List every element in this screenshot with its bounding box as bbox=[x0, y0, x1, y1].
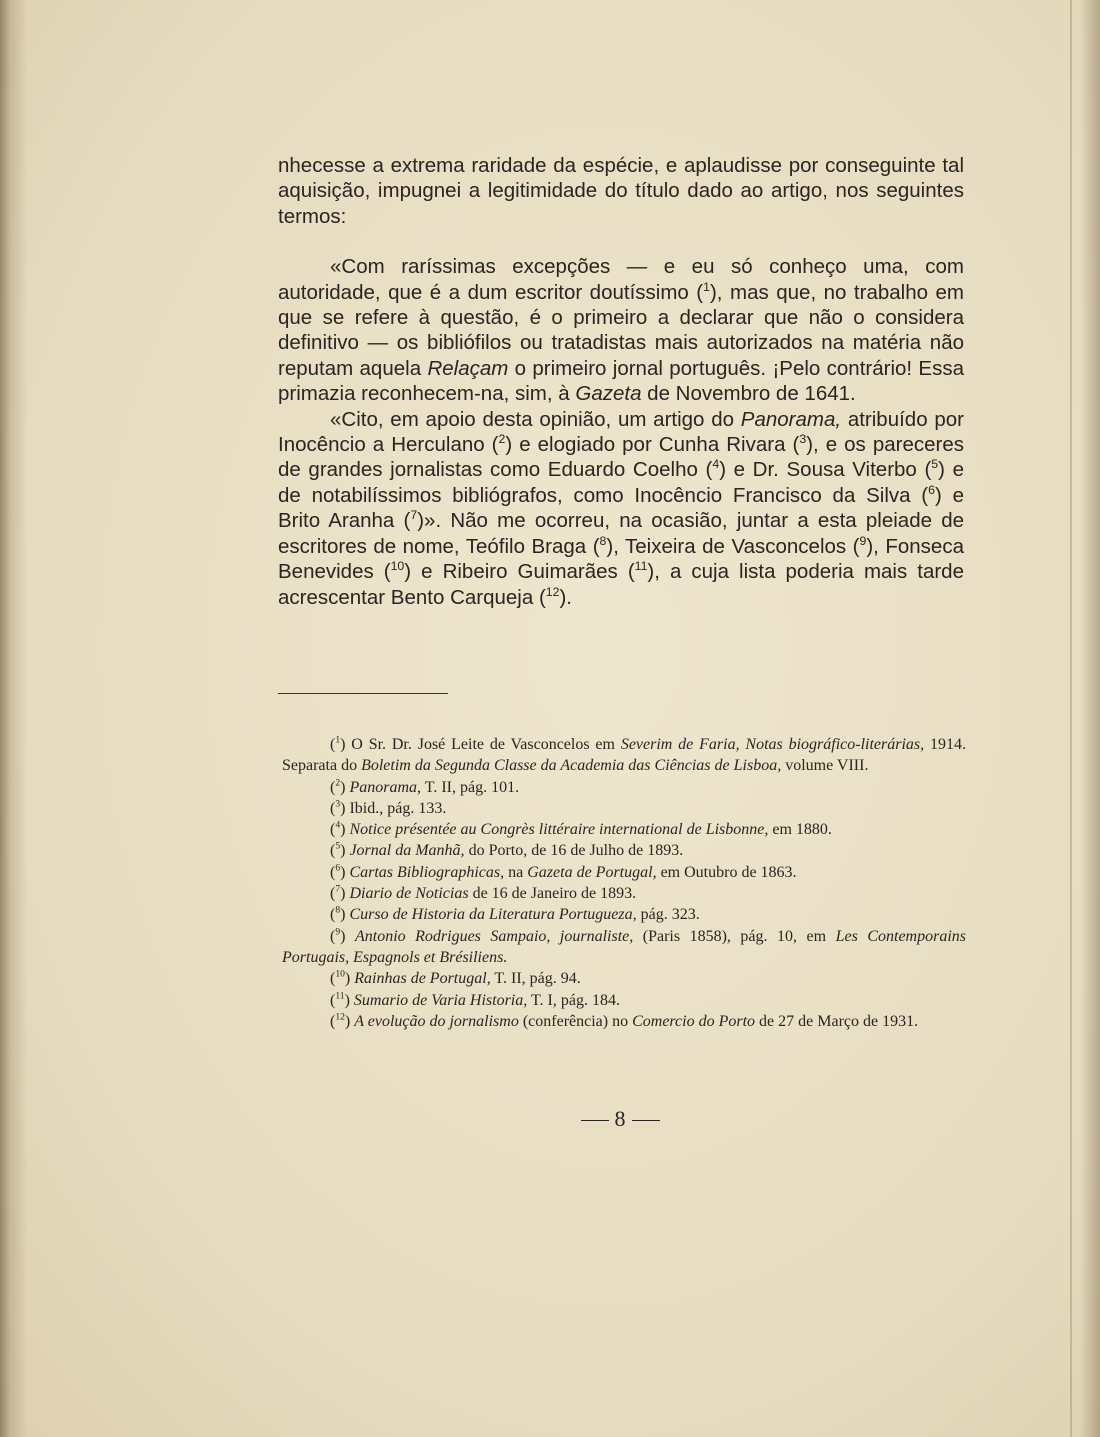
footnote-number: 11 bbox=[335, 990, 345, 1002]
paragraph-2: «Com raríssimas excepções — e eu só conheço uma, com autoridade, que é a dum escritor doutíssimo ($^1$), mas que, no trabalho em que se refere à questão, é o primeiro a declarar que não o considera definitivo — os bibliófilos ou tratadistas mais autorizados na matéria não reputam aquela Relaçam o primeiro jornal português. ¡Pelo contrário! Essa primazia reconhecem-na, sim, à Gazeta de Novembro de 1641. bbox=[278, 255, 964, 406]
footnote-number: 4 bbox=[335, 819, 341, 831]
footnote-number: 6 bbox=[335, 862, 341, 874]
footnote-text: Rainhas de Portugal, bbox=[354, 970, 491, 988]
footnote-number: 5 bbox=[335, 841, 341, 853]
footnote-text: Gazeta de Portugal, bbox=[527, 863, 657, 881]
footnote-text: Notice présentée au Congrès littéraire international de Lisbonne, bbox=[349, 821, 769, 839]
footnote-text: pág. 323. bbox=[636, 906, 700, 924]
footnote-text: em Outubro de 1863. bbox=[656, 863, 797, 881]
footnote-text: O Sr. Dr. José Leite de Vasconcelos em bbox=[351, 736, 621, 753]
footnote-text: 1914. Separata do bbox=[282, 736, 967, 775]
footnote-number: 8 bbox=[335, 905, 341, 917]
footnote-text: de 16 de Janeiro de 1893. bbox=[468, 885, 637, 903]
footnote-number: 1 bbox=[335, 734, 341, 746]
footnote-number: 10 bbox=[335, 968, 345, 980]
footnote-text: Comercio do Porto bbox=[632, 1012, 756, 1030]
footnote-text: Severim de Faria, Notas biográfico-literárias, bbox=[620, 736, 925, 753]
footnote: ($^5$) Jornal da Manhã, do Porto, de 16 de Julho de 1893. bbox=[330, 841, 684, 860]
footnote-number: 3 bbox=[335, 798, 341, 810]
footnote-text: na bbox=[504, 863, 528, 881]
footnote-text: T. I, pág. 184. bbox=[527, 991, 620, 1009]
footnote: ($^7$) Diario de Noticias de 16 de Janeiro de 1893. bbox=[330, 883, 637, 903]
page-fold-line bbox=[1070, 0, 1072, 1437]
paragraph-3: «Cito, em apoio desta opinião, um artigo do Panorama, atribuído por Inocêncio a Herculano ($^2$) e elogiado por Cunha Rivara ($^3$), e os pareceres de grandes jornalistas como Eduardo Coelho ($^4$) e Dr. Sousa Viterbo ($^5$) e de notabilíssimos bibliógrafos, como Inocêncio Francisco da Silva ($^6$) e Brito Aranha ($^7$)». Não me ocorreu, na ocasião, juntar a esta pleiade de escritores de nome, Teófilo Braga ($^8$), Teixeira de Vasconcelos ($^9$), Fonseca Benevides ($^{10}$) e Ribeiro Guimarães ($^{11}$), a cuja lista poderia mais tarde acrescentar Bento Carqueja ($^{12}$). bbox=[278, 407, 965, 609]
footnote: ($^{10}$) Rainhas de Portugal, T. II, pág. 94. bbox=[330, 968, 581, 988]
footnote-text: Cartas Bibliographicas, bbox=[349, 863, 505, 881]
footnote-text: Diario de Noticias bbox=[349, 885, 469, 903]
footnote-text: Ibid., pág. 133. bbox=[349, 799, 447, 817]
footnote-text: Boletim da Segunda Classe da Academia das Ciências de Lisboa, bbox=[361, 757, 782, 775]
main-text bbox=[278, 153, 964, 610]
footnote-text: (conferência) no bbox=[518, 1012, 633, 1030]
footnote-text: Panorama, bbox=[349, 778, 422, 796]
footnote-text: T. II, pág. 101. bbox=[421, 778, 520, 796]
footnote-number: 2 bbox=[335, 777, 341, 789]
page-number: 8 bbox=[500, 1106, 740, 1132]
footnote: ($^9$) Antonio Rodrigues Sampaio, journaliste, (Paris 1858), pág. 10, em Les Contemporains Portugais, Espagnols et Brésiliens. bbox=[282, 926, 967, 966]
footnote-text: volume VIII. bbox=[781, 757, 869, 775]
footnote: ($^3$) Ibid., pág. 133. bbox=[330, 798, 447, 817]
footnote: ($^{12}$) A evolução do jornalismo (conferência) no Comercio do Porto de 27 de Março de 1931. bbox=[330, 1011, 919, 1030]
footnote: ($^1$) O Sr. Dr. José Leite de Vasconcelos em Severim de Faria, Notas biográfico-literárias, 1914. Separata do Boletim da Segunda Classe da Academia das Ciências de Lisboa, volume VIII. bbox=[282, 734, 967, 775]
footnote-number: 9 bbox=[335, 926, 341, 938]
footnote-number: 12 bbox=[335, 1011, 345, 1023]
footnote-text: A evolução do jornalismo bbox=[354, 1012, 519, 1030]
footnote: ($^6$) Cartas Bibliographicas, na Gazeta de Portugal, em Outubro de 1863. bbox=[330, 862, 797, 881]
footnote-text: (Paris 1858), pág. 10, em bbox=[633, 927, 836, 945]
footnote-number: 7 bbox=[335, 883, 341, 895]
footnote: ($^{11}$) Sumario de Varia Historia, T. I, pág. 184. bbox=[330, 990, 620, 1009]
footnote-text: Curso de Historia da Literatura Portugueza, bbox=[349, 906, 637, 924]
footnote: ($^2$) Panorama, T. II, pág. 101. bbox=[330, 777, 520, 796]
footnote-text: do Porto, de 16 de Julho de 1893. bbox=[464, 842, 684, 860]
footnote-text: T. II, pág. 94. bbox=[490, 970, 581, 988]
footnote-text: em 1880. bbox=[768, 821, 832, 839]
footnote-text: de 27 de Março de 1931. bbox=[755, 1012, 919, 1030]
footnote: ($^4$) Notice présentée au Congrès littéraire international de Lisbonne, em 1880. bbox=[330, 819, 832, 839]
footnote: ($^8$) Curso de Historia da Literatura Portugueza, pág. 323. bbox=[330, 905, 700, 924]
paragraph-1: nhecesse a extrema raridade da espécie, e aplaudisse por conseguinte tal aquisição, impugnei a legitimidade do título dado ao artigo, nos seguintes termos: bbox=[278, 154, 964, 228]
footnote-text: Sumario de Varia Historia, bbox=[353, 991, 528, 1009]
footnote-text: Jornal da Manhã, bbox=[349, 842, 465, 860]
footnotes bbox=[282, 734, 966, 1032]
footnote-separator bbox=[278, 693, 448, 694]
footnote-text: Antonio Rodrigues Sampaio, journaliste, bbox=[354, 927, 634, 945]
footnote-text: Les Contemporains Portugais, Espagnols et Brésiliens. bbox=[282, 927, 967, 966]
